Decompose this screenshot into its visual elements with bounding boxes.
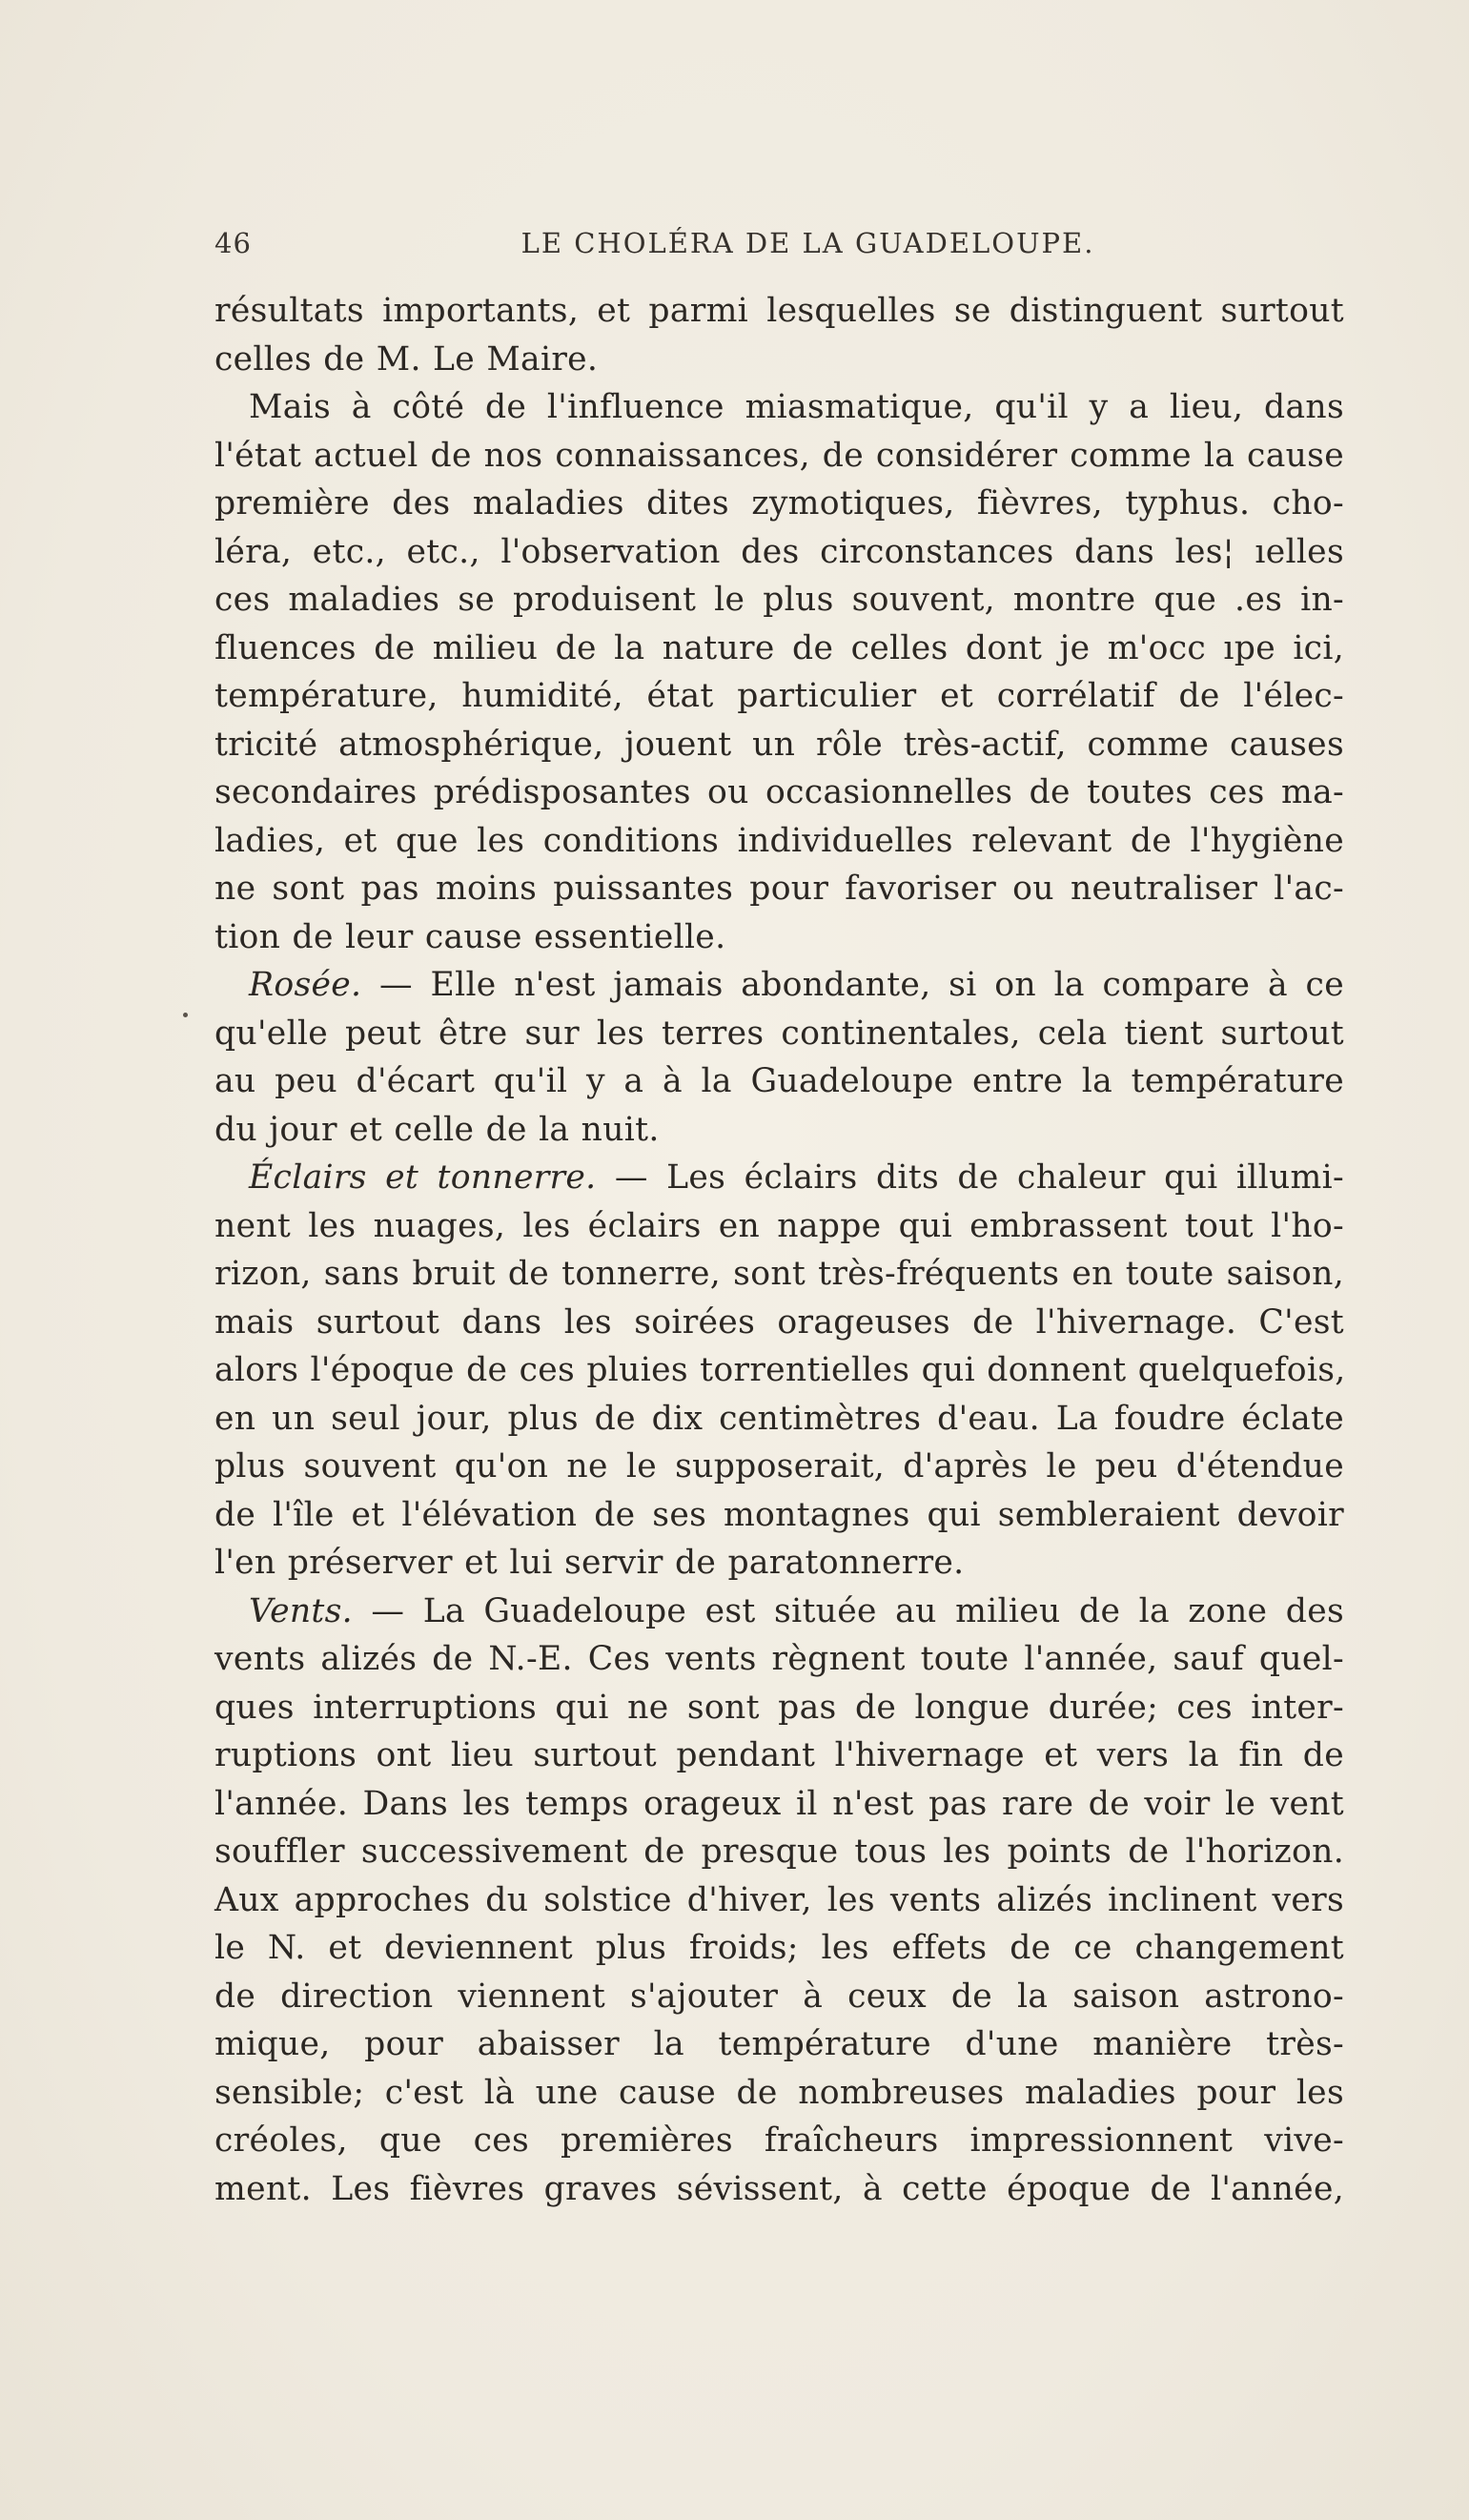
text-line: sensible; c'est là une cause de nombreuses maladies pour les [214, 2073, 1344, 2112]
text-line: mique, pour abaisser la température d'une manière très- [214, 2025, 1344, 2063]
text-line: plus souvent qu'on ne le supposerait, d'après le peu d'étendue [214, 1447, 1344, 1485]
text-line [214, 1588, 1344, 1636]
text-line: fluences de milieu de la nature de celles dont je m'occ ıpe ici, [214, 628, 1344, 667]
text-line-content: Mais à côté de l'influence miasmatique, qu'il y a lieu, dans [249, 388, 1344, 426]
text-line: ne sont pas moins puissantes pour favoriser ou neutraliser l'ac- [214, 870, 1344, 908]
text-line: ruptions ont lieu surtout pendant l'hivernage et vers la fin de [214, 1736, 1344, 1774]
text-line [214, 1154, 1344, 1202]
text-line: secondaires prédisposantes ou occasionnelles de toutes ces ma- [214, 773, 1344, 811]
text-line: mais surtout dans les soirées orageuses de l'hivernage. C'est [214, 1302, 1344, 1342]
text-line: souffler successivement de presque tous les points de l'horizon. [214, 1833, 1344, 1871]
text-line: le N. et deviennent plus froids; les effets de ce changement [214, 1929, 1344, 1967]
text-line: température, humidité, état particulier et corrélatif de l'élec- [214, 677, 1344, 715]
text-line: en un seul jour, plus de dix centimètres d'eau. La foudre éclate [214, 1399, 1344, 1438]
body-text [214, 287, 1344, 2213]
text-line: de l'île et l'élévation de ses montagnes qui sembleraient devoir [214, 1495, 1344, 1534]
text-line: Aux approches du solstice d'hiver, les vents alizés inclinent vers [214, 1880, 1344, 1919]
text-line-content: — Elle n'est jamais abondante, si on la compare à ce [379, 966, 1344, 1004]
text-line: ment. Les fièvres graves sévissent, à cette époque de l'année, [214, 2169, 1344, 2208]
text-line: résultats importants, et parmi lesquelles se distinguent surtout [214, 292, 1344, 330]
text-line: l'année. Dans les temps orageux il n'est pas rare de voir le vent [214, 1784, 1344, 1823]
text-line [214, 961, 1344, 1010]
text-line: celles de M. Le Maire. [214, 339, 599, 379]
text-line: ladies, et que les conditions individuelles relevant de l'hygiène [214, 821, 1344, 860]
text-line [214, 383, 1344, 432]
text-line-content: — Les éclairs dits de chaleur qui illumi- [614, 1158, 1344, 1197]
text-line: du jour et celle de la nuit. [214, 1110, 660, 1149]
text-line: l'état actuel de nos connaissances, de considérer comme la cause [214, 436, 1344, 475]
text-line: première des maladies dites zymotiques, fièvres, typhus. cho- [214, 484, 1344, 522]
text-line: rizon, sans bruit de tonnerre, sont très-fréquents en toute saison, [214, 1255, 1344, 1293]
section-title-eclairs: Éclairs et tonnerre. [249, 1158, 597, 1197]
text-line: alors l'époque de ces pluies torrentielles qui donnent quelquefois, [214, 1351, 1346, 1389]
text-line: créoles, que ces premières fraîcheurs impressionnent vive- [214, 2121, 1344, 2160]
text-line: tricité atmosphérique, jouent un rôle très-actif, comme causes [214, 725, 1344, 764]
text-line-content: — La Guadeloupe est située au milieu de la zone des [371, 1591, 1344, 1630]
page-number: 46 [214, 227, 252, 259]
page-header [214, 227, 1344, 265]
text-line: au peu d'écart qu'il y a à la Guadeloupe entre la température [214, 1062, 1344, 1100]
text-line: qu'elle peut être sur les terres continentales, cela tient surtout [214, 1014, 1344, 1053]
running-title: LE CHOLÉRA DE LA GUADELOUPE. [520, 227, 1095, 259]
text-line: léra, etc., etc., l'observation des circonstances dans les¦ ıelles [214, 532, 1344, 571]
text-line: l'en préserver et lui servir de paratonnerre. [214, 1544, 965, 1582]
text-line: ques interruptions qui ne sont pas de longue durée; ces inter- [214, 1688, 1344, 1727]
text-line: tion de leur cause essentielle. [214, 917, 726, 956]
section-title-rosee: Rosée. [249, 966, 362, 1004]
text-line: ces maladies se produisent le plus souvent, montre que .es in- [214, 581, 1344, 619]
section-title-vents: Vents. [249, 1591, 353, 1630]
text-line: nent les nuages, les éclairs en nappe qui embrassent tout l'ho- [214, 1206, 1344, 1245]
margin-mark [183, 1013, 188, 1017]
text-line: de direction viennent s'ajouter à ceux de la saison astrono- [214, 1977, 1344, 2016]
text-line: vents alizés de N.-E. Ces vents règnent toute l'année, sauf quel- [214, 1640, 1344, 1678]
